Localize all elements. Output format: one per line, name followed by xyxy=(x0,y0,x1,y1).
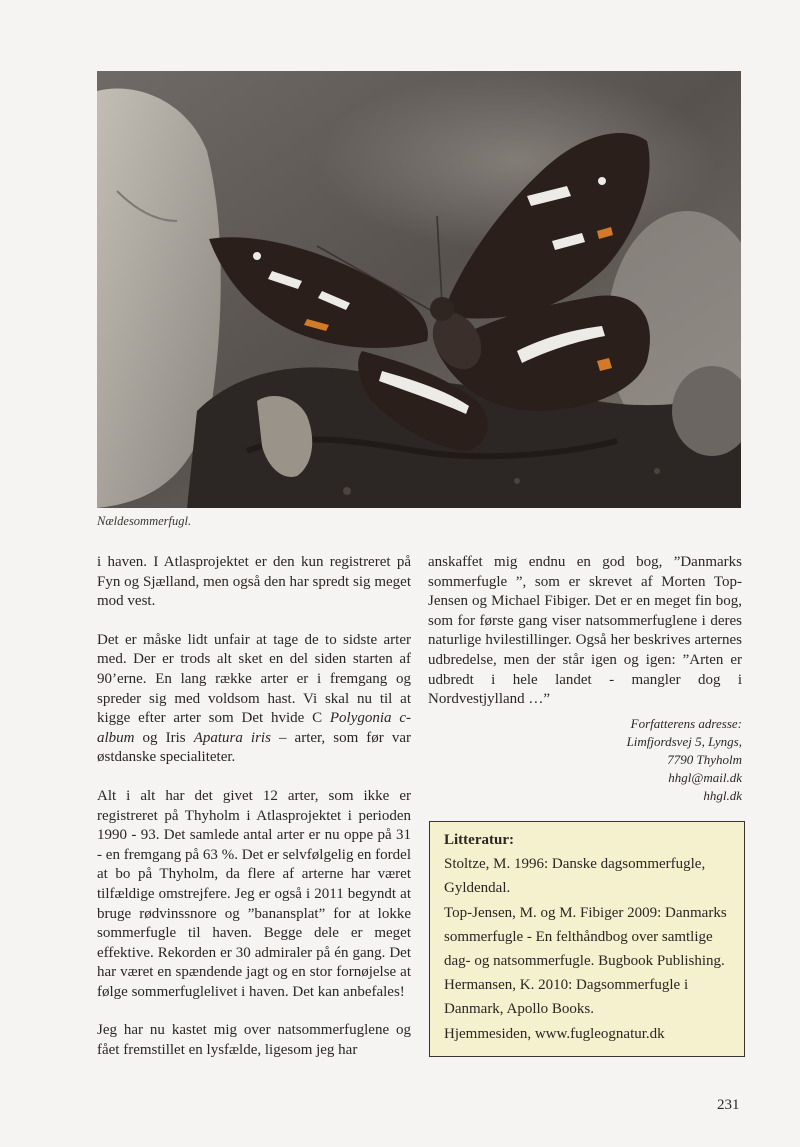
left-column xyxy=(97,553,411,1080)
paragraph-text: og Iris xyxy=(134,729,194,746)
literature-item: Hermansen, K. 2010: Dagsommerfugle i Danmark, Apollo Books. xyxy=(444,977,689,1018)
paragraph: Jeg har nu kastet mig over natsommerfuglene og fået fremstillet en lysfælde, ligesom jeg har xyxy=(97,1022,411,1059)
literature-heading: Litteratur: xyxy=(444,832,514,848)
literature-box xyxy=(429,821,745,1057)
paragraph-text: – arter, som før var østdanske specialiteter. xyxy=(97,729,412,766)
address-email: hhgl@mail.dk xyxy=(668,769,742,785)
literature-item: Hjemmesiden, www.fugleognatur.dk xyxy=(444,1025,665,1042)
species-name: Apatura iris xyxy=(193,729,271,746)
species-name: Polygonia c-album xyxy=(97,710,412,746)
address-line: 7790 Thyholm xyxy=(667,751,742,767)
literature-item: Top-Jensen, M. og M. Fibiger 2009: Danmarks sommerfugle - En felthåndbog over samtlige dag- og natsommerfugle. Bugbook Publishing. xyxy=(444,904,727,970)
paragraph xyxy=(97,631,411,768)
address-line: Limfjordsvej 5, Lyngs, xyxy=(626,733,742,749)
right-column xyxy=(428,553,742,805)
author-address xyxy=(428,715,742,805)
address-website: hhgl.dk xyxy=(703,787,742,803)
paragraph-text: Det er måske lidt unfair at tage de to sidste arter med. Der er trods alt sket en del siden starten af 90’erne. En lang række arter er i fremgang og spreder sig med voldsom hast. Vi skal nu til at kigge efter arter som Det hvide C xyxy=(97,631,411,727)
address-label: Forfatterens adresse: xyxy=(630,715,742,731)
butterfly-photo xyxy=(97,71,741,508)
page-number: 231 xyxy=(717,1097,740,1113)
paragraph: Alt i alt har det givet 12 arter, som ikke er registreret på Thyholm i Atlasprojektet i perioden 1990 - 93. Det samlede antal arter er nu oppe på 31 - en fremgang på 63 %. Det er selvfølgelig en fordel at bo på Thyholm, da flere af arterne har været tilfældige omstrejfere. Jeg er også i 2011 begyndt at bruge rødvinssnore og ”banansplat” for at lokke sommerfugle til haven. Begge dele er meget effektive. Rekorden er 30 admiraler på én gang. Det har været en spændende jagt og en stor fornøjelse at følge sommerfuglelivet i haven. Det kan anbefales! xyxy=(97,787,411,1000)
literature-item: Stoltze, M. 1996: Danske dagsommerfugle, Gyldendal. xyxy=(444,856,706,897)
paragraph: i haven. I Atlasprojektet er den kun registreret på Fyn og Sjælland, men også den har spredt sig meget mod vest. xyxy=(97,554,411,610)
photo-caption: Nældesommerfugl. xyxy=(97,514,192,528)
paragraph: anskaffet mig endnu en god bog, ”Danmarks sommerfugle ”, som er skrevet af Morten Top-Jensen og Michael Fibiger. Det er en meget fin bog, som for første gang viser natsommerfuglene i deres naturlige hvilestillinger. Også her beskrives arternes udbredelse, men der står igen og igen: ”Arten er udbredt i hele landet - mangler dog i Nordvestjylland …” xyxy=(428,554,742,708)
